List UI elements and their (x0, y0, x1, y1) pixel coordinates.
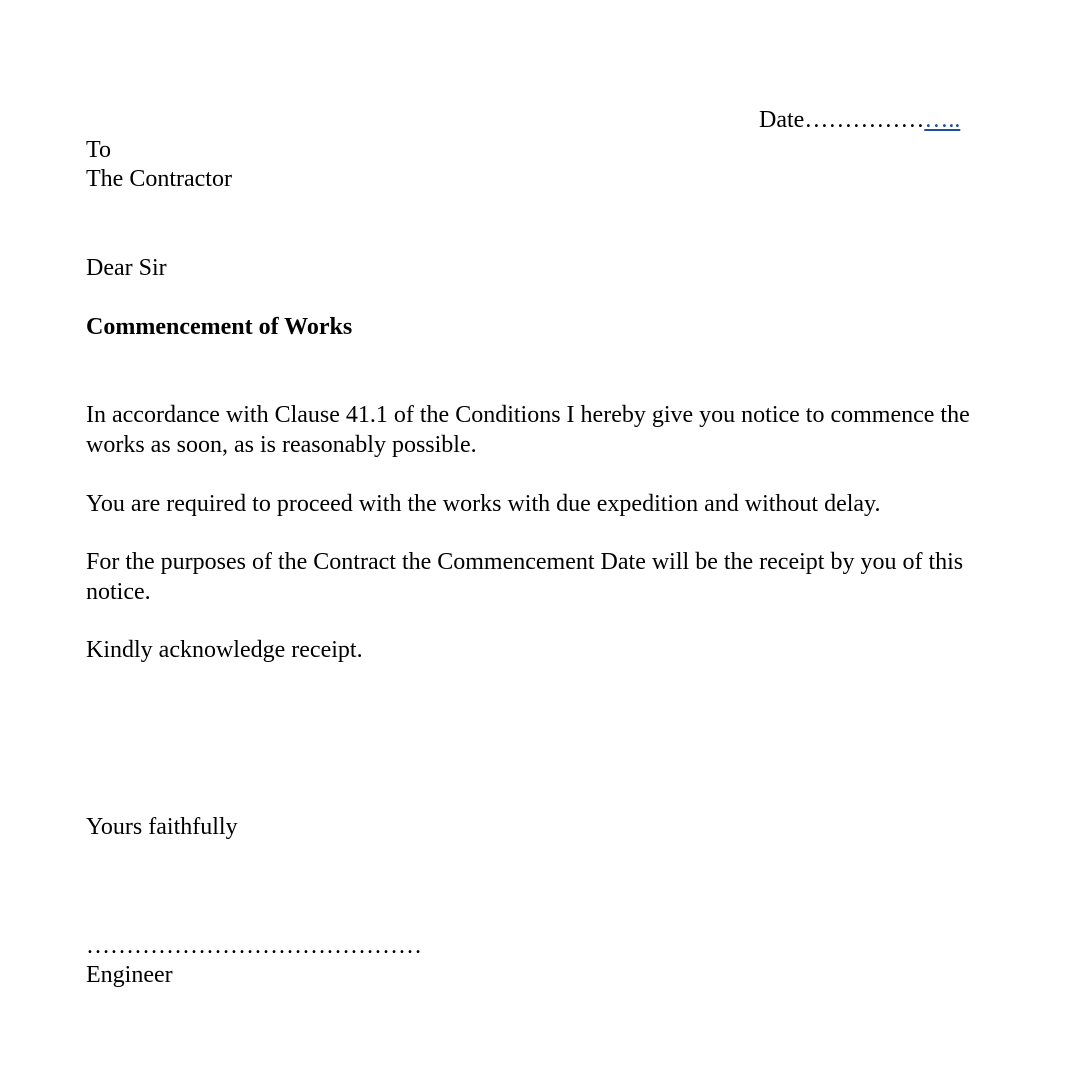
date-dots: …………… (804, 107, 925, 133)
date-label: Date (759, 107, 805, 133)
subject-heading: Commencement of Works (86, 314, 353, 340)
closing: Yours faithfully (86, 814, 238, 840)
paragraph-3-line-2: notice. (86, 579, 151, 605)
address-to: To (86, 137, 111, 163)
date-line (759, 105, 960, 135)
paragraph-3-line-1: For the purposes of the Contract the Commencement Date will be the receipt by you of this (86, 549, 964, 575)
salutation: Dear Sir (86, 255, 167, 281)
signature-title: Engineer (86, 962, 173, 988)
date-dots-underlined: ….. (924, 107, 961, 133)
signature-dots: …………………………………… (86, 933, 422, 959)
paragraph-4: Kindly acknowledge receipt. (86, 637, 363, 663)
paragraph-2: You are required to proceed with the works with due expedition and without delay. (86, 491, 881, 517)
address-recipient: The Contractor (86, 166, 232, 192)
paragraph-1-line-2: works as soon, as is reasonably possible. (86, 432, 477, 458)
paragraph-1-line-1: In accordance with Clause 41.1 of the Conditions I hereby give you notice to commence the (86, 402, 970, 428)
